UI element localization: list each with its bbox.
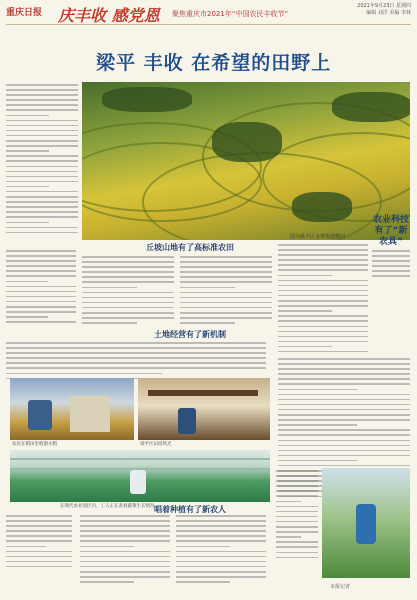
- text-line: [6, 135, 78, 137]
- text-line: [6, 362, 266, 364]
- text-line: [278, 363, 410, 365]
- text-line: [82, 302, 174, 304]
- text-line: [82, 261, 174, 263]
- text-line: [278, 450, 410, 452]
- text-line: [372, 250, 410, 252]
- text-line: [278, 424, 357, 426]
- text-line: [82, 281, 174, 283]
- text-line: [176, 540, 266, 542]
- text-line: [80, 525, 170, 527]
- text-line: [80, 581, 134, 583]
- text-line: [180, 317, 272, 319]
- text-line: [180, 322, 235, 324]
- text-line: [278, 259, 368, 261]
- text-line: [276, 501, 301, 503]
- text-column-j: [176, 515, 266, 586]
- text-line: [278, 320, 368, 322]
- text-line: [6, 342, 266, 344]
- text-line: [6, 99, 78, 101]
- text-line: [6, 535, 72, 537]
- text-line: [278, 269, 368, 271]
- text-line: [82, 266, 174, 268]
- text-line: [278, 460, 357, 462]
- text-line: [6, 120, 78, 122]
- text-line: [278, 414, 410, 416]
- text-line: [6, 291, 76, 293]
- text-line: [180, 307, 272, 309]
- text-line: [176, 535, 266, 537]
- text-line: [176, 546, 230, 548]
- text-line: [6, 125, 78, 127]
- text-line: [276, 495, 318, 497]
- text-line: [180, 266, 272, 268]
- text-line: [176, 556, 266, 558]
- section-heading-1: 丘坡山地有了高标准农田: [146, 243, 234, 252]
- text-line: [80, 535, 170, 537]
- text-line: [6, 84, 78, 86]
- text-line: [6, 166, 78, 168]
- text-line: [6, 520, 72, 522]
- issue-editors: 编辑 刘洋 美编 李林: [366, 10, 411, 16]
- text-line: [6, 347, 266, 349]
- text-line: [80, 556, 170, 558]
- text-line: [6, 515, 72, 517]
- harvest-photo-caption: 农民在稻田里收割水稻: [12, 442, 57, 447]
- text-line: [6, 160, 78, 162]
- text-line: [6, 546, 46, 548]
- text-line: [278, 244, 368, 246]
- text-line: [176, 530, 266, 532]
- text-line: [6, 566, 72, 568]
- text-line: [80, 530, 170, 532]
- text-line: [180, 276, 272, 278]
- text-line: [6, 201, 78, 203]
- text-line: [6, 286, 76, 288]
- text-line: [6, 270, 76, 272]
- text-line: [276, 521, 318, 523]
- text-line: [6, 306, 76, 308]
- text-line: [80, 520, 170, 522]
- text-line: [6, 130, 78, 132]
- hero-photo: [82, 82, 410, 240]
- section-banner-subtitle: 聚焦重庆市2021年“中国农民丰收节”: [172, 10, 289, 18]
- text-column-a: [6, 250, 76, 326]
- text-line: [180, 287, 235, 289]
- text-line: [6, 211, 78, 213]
- text-line: [6, 255, 76, 257]
- text-line: [6, 155, 78, 157]
- text-line: [80, 540, 170, 542]
- text-line: [276, 557, 318, 559]
- text-line: [6, 352, 266, 354]
- text-line: [372, 255, 410, 257]
- text-line: [276, 552, 318, 554]
- issue-date: 2021年9月23日 星期四: [357, 3, 411, 9]
- text-line: [80, 561, 170, 563]
- text-line: [176, 551, 266, 553]
- text-line: [372, 260, 410, 262]
- text-line: [6, 260, 76, 262]
- text-line: [278, 434, 410, 436]
- text-line: [6, 281, 48, 283]
- text-line: [6, 171, 78, 173]
- text-line: [6, 206, 78, 208]
- text-line: [176, 566, 266, 568]
- text-line: [6, 367, 266, 369]
- text-line: [278, 290, 368, 292]
- text-line: [80, 515, 170, 517]
- text-line: [80, 576, 170, 578]
- text-line: [278, 409, 410, 411]
- text-line: [82, 297, 174, 299]
- text-line: [176, 520, 266, 522]
- text-line: [276, 511, 318, 513]
- text-line: [82, 312, 174, 314]
- text-line: [278, 389, 357, 391]
- text-line: [82, 307, 174, 309]
- text-line: [180, 281, 272, 283]
- text-line: [82, 317, 174, 319]
- harvest-photo: [10, 378, 134, 440]
- section-heading-2: 土地经营有了新机制: [154, 330, 226, 339]
- text-line: [176, 515, 266, 517]
- text-line: [278, 346, 332, 348]
- text-line: [6, 109, 78, 111]
- text-line: [6, 181, 78, 183]
- text-line: [180, 292, 272, 294]
- paper-name: 重庆日报: [6, 8, 43, 18]
- text-line: [278, 358, 410, 360]
- text-line: [276, 536, 301, 538]
- text-line: [278, 465, 410, 467]
- text-line: [6, 89, 78, 91]
- text-line: [276, 475, 318, 477]
- text-line: [6, 145, 78, 147]
- text-line: [276, 480, 318, 482]
- text-line: [278, 331, 368, 333]
- text-line: [278, 351, 368, 353]
- text-line: [6, 556, 72, 558]
- text-line: [80, 566, 170, 568]
- text-line: [278, 326, 368, 328]
- text-line: [80, 546, 134, 548]
- byline: 本报记者: [330, 584, 351, 590]
- text-line: [278, 394, 410, 396]
- field-worker-photo: [322, 468, 410, 578]
- masthead: [6, 3, 411, 25]
- text-line: [278, 285, 368, 287]
- text-column-d: [278, 244, 368, 356]
- text-line: [82, 322, 137, 324]
- hero-caption: 图为梁平区金带街道稻田: [290, 234, 346, 240]
- page-headline: 梁平 丰收 在希望的田野上: [96, 52, 332, 74]
- greenhouse-photo-caption: 在现代农业园区内，工人正在查看蔬菜生长情况: [60, 504, 155, 509]
- text-line: [6, 357, 266, 359]
- text-line: [276, 546, 318, 548]
- text-line: [6, 140, 78, 142]
- text-line: [6, 551, 72, 553]
- text-line: [176, 525, 266, 527]
- text-line: [6, 275, 76, 277]
- text-line: [278, 305, 368, 307]
- text-line: [278, 455, 410, 457]
- text-line: [82, 287, 137, 289]
- section-banner-title: 庆丰收 感党恩: [58, 6, 160, 25]
- text-line: [278, 315, 368, 317]
- text-line: [6, 176, 78, 178]
- text-line: [278, 404, 410, 406]
- section-heading-4: 农业科技有了“新农具”: [372, 215, 409, 247]
- section-heading-3: 唱着种植有了新农人: [154, 505, 226, 514]
- text-line: [6, 561, 72, 563]
- text-line: [278, 429, 410, 431]
- text-column-k: [276, 470, 318, 562]
- text-line: [372, 275, 410, 277]
- text-line: [6, 186, 49, 188]
- text-column-i: [80, 515, 170, 586]
- text-line: [176, 561, 266, 563]
- text-line: [278, 399, 410, 401]
- text-line: [278, 300, 368, 302]
- text-line: [176, 576, 266, 578]
- text-line: [276, 526, 318, 528]
- text-line: [278, 378, 410, 380]
- text-line: [6, 265, 76, 267]
- headline-bar: [6, 46, 411, 76]
- text-line: [276, 531, 318, 533]
- text-line: [6, 321, 76, 323]
- text-line: [6, 250, 76, 252]
- text-line: [82, 256, 174, 258]
- issue-meta: [357, 3, 411, 17]
- text-column-e: [372, 250, 410, 281]
- text-line: [372, 265, 410, 267]
- text-line: [6, 540, 72, 542]
- text-line: [276, 485, 318, 487]
- text-line: [180, 261, 272, 263]
- text-line: [278, 341, 368, 343]
- farm-photo: [138, 378, 270, 440]
- text-line: [82, 271, 174, 273]
- text-line: [180, 297, 272, 299]
- text-line: [276, 470, 318, 472]
- text-line: [278, 275, 332, 277]
- text-line: [6, 373, 162, 375]
- farm-photo-caption: 梁平区田园风光: [140, 442, 172, 447]
- text-line: [278, 280, 368, 282]
- text-line: [176, 571, 266, 573]
- text-line: [6, 232, 78, 234]
- text-line: [6, 296, 76, 298]
- text-line: [278, 310, 332, 312]
- text-line: [6, 196, 78, 198]
- text-line: [180, 271, 272, 273]
- text-line: [276, 506, 318, 508]
- text-line: [180, 256, 272, 258]
- greenhouse-photo: [10, 450, 270, 502]
- text-line: [6, 301, 76, 303]
- text-line: [278, 445, 410, 447]
- text-line: [6, 525, 72, 527]
- text-line: [278, 373, 410, 375]
- text-line: [278, 295, 368, 297]
- text-line: [180, 302, 272, 304]
- text-line: [80, 551, 170, 553]
- text-line: [278, 419, 410, 421]
- text-column-h: [6, 515, 72, 571]
- text-line: [276, 541, 318, 543]
- text-line: [6, 316, 48, 318]
- text-line: [6, 150, 49, 152]
- text-line: [278, 264, 368, 266]
- text-line: [278, 383, 410, 385]
- text-line: [6, 222, 49, 224]
- text-column-b: [82, 256, 174, 327]
- text-line: [6, 115, 49, 117]
- intro-text: [6, 84, 78, 233]
- text-line: [372, 270, 410, 272]
- text-line: [276, 490, 318, 492]
- text-line: [176, 581, 230, 583]
- text-column-f: [6, 342, 266, 383]
- text-line: [6, 311, 76, 313]
- text-line: [278, 336, 368, 338]
- text-line: [276, 516, 318, 518]
- text-line: [82, 292, 174, 294]
- text-line: [180, 312, 272, 314]
- text-line: [6, 94, 78, 96]
- text-line: [6, 530, 72, 532]
- text-line: [278, 249, 368, 251]
- text-line: [80, 571, 170, 573]
- text-line: [6, 216, 78, 218]
- text-line: [6, 227, 78, 229]
- text-line: [278, 254, 368, 256]
- text-line: [6, 191, 78, 193]
- text-line: [6, 104, 78, 106]
- text-line: [278, 368, 410, 370]
- text-line: [82, 276, 174, 278]
- text-line: [278, 440, 410, 442]
- text-column-c: [180, 256, 272, 327]
